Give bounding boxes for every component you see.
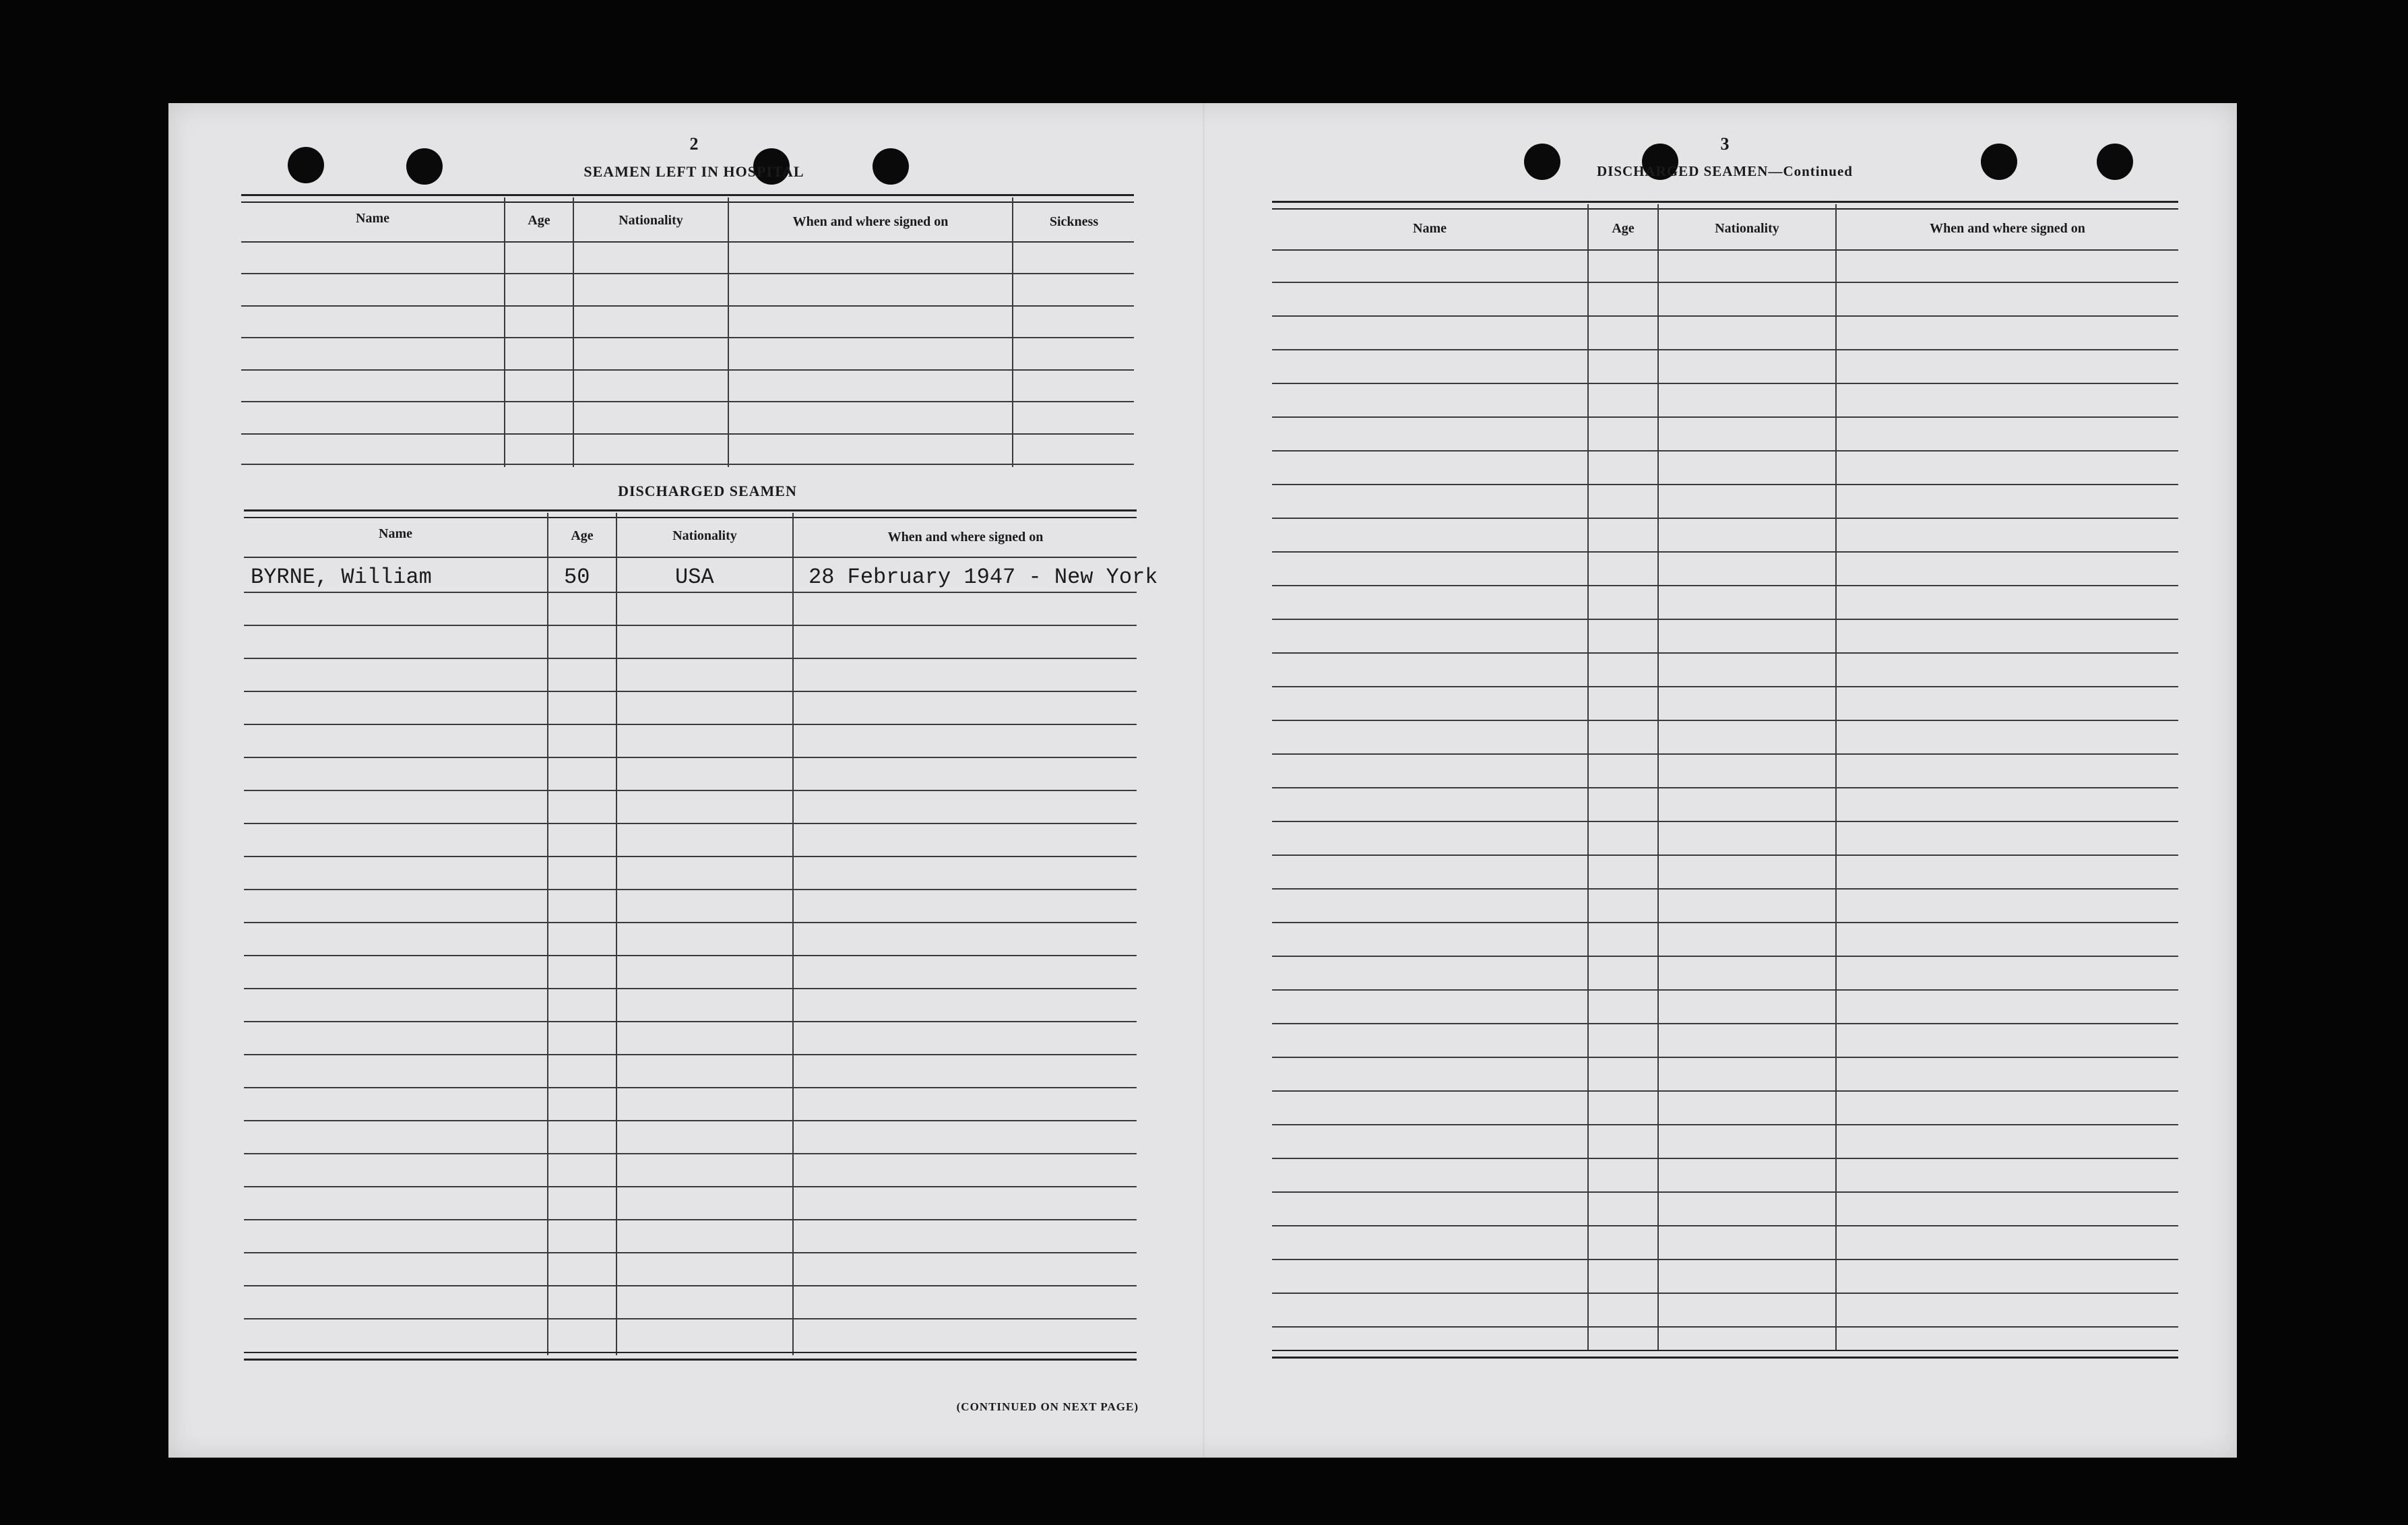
document-sheet — [168, 103, 2237, 1458]
discharged-continued-title: DISCHARGED SEAMEN—Continued — [1597, 163, 1853, 179]
column-header-nationality: Nationality — [1715, 221, 1779, 236]
seaman-signed-on: 28 February 1947 - New York — [809, 565, 1158, 590]
hospital-section-title: SEAMEN LEFT IN HOSPITAL — [583, 163, 804, 180]
continued-note: (CONTINUED ON NEXT PAGE) — [956, 1400, 1139, 1413]
punch-hole — [2097, 144, 2133, 180]
page-number-right: 3 — [1720, 134, 1730, 154]
column-header-age: Age — [528, 213, 550, 228]
column-header-signed-on: When and where signed on — [887, 530, 1044, 544]
punch-hole — [1981, 144, 2017, 180]
column-header-signed-on: When and where signed on — [792, 214, 949, 229]
discharged-section-title: DISCHARGED SEAMEN — [618, 483, 797, 499]
column-header-name: Name — [379, 526, 412, 541]
column-header-name: Name — [1413, 221, 1447, 236]
punch-hole — [288, 147, 324, 183]
page-fold — [1203, 103, 1205, 1458]
discharged-table-right — [1272, 201, 2178, 1394]
page-number-left: 2 — [689, 134, 699, 154]
column-header-nationality: Nationality — [672, 528, 737, 543]
punch-hole — [406, 148, 443, 185]
column-header-nationality: Nationality — [619, 213, 683, 228]
column-header-age: Age — [1612, 221, 1635, 236]
seaman-age: 50 — [564, 565, 590, 590]
discharged-table-left — [244, 509, 1158, 1406]
column-header-sickness: Sickness — [1049, 214, 1099, 229]
column-header-age: Age — [571, 528, 594, 543]
column-header-name: Name — [356, 211, 389, 226]
column-header-signed-on: When and where signed on — [1930, 221, 2085, 236]
seaman-nationality: USA — [675, 565, 714, 590]
seaman-name: BYRNE, William — [251, 565, 432, 590]
